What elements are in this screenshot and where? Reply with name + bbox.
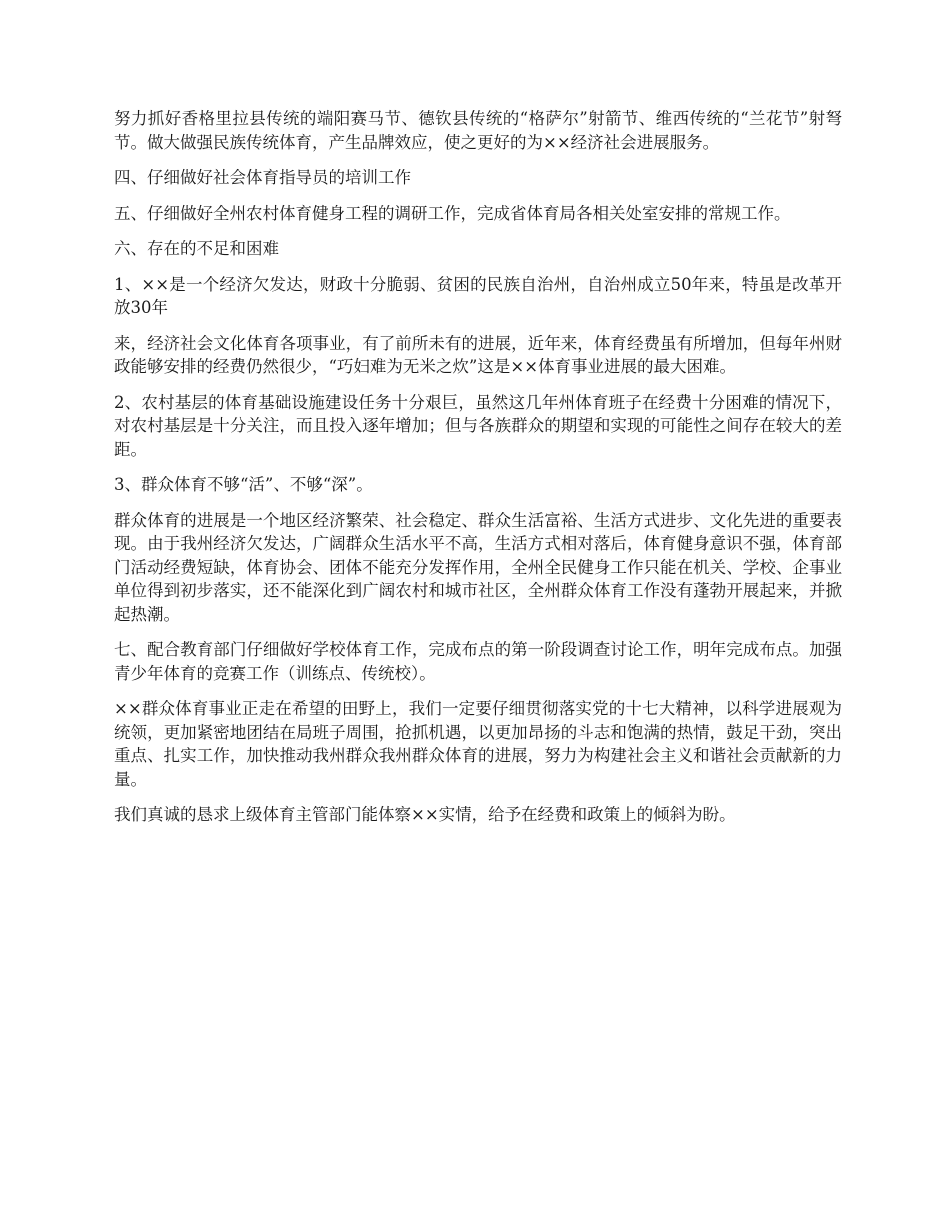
heading-section-7: 七、配合教育部门仔细做好学校体育工作，完成布点的第一阶段调查讨论工作，明年完成布点。加强青少年体育的竞赛工作（训练点、传统校）。 [114,640,842,683]
paragraph-difficulty-2: 2、农村基层的体育基础设施建设任务十分艰巨，虽然这几年州体育班子在经费十分困难的情况下，对农村基层是十分关注，而且投入逐年增加；但与各族群众的期望和实现的可能性之间存在较大的差距。 [114,392,842,459]
paragraph-difficulty-1-continued: 来，经济社会文化体育各项事业，有了前所未有的进展，近年来，体育经费虽有所增加，但每年州财政能够安排的经费仍然很少，“巧妇难为无米之炊”这是××体育事业进展的最大困难。 [114,333,842,376]
paragraph-difficulty-3: 3、群众体育不够“活”、不够“深”。 [114,475,373,494]
heading-section-5: 五、仔细做好全州农村体育健身工程的调研工作，完成省体育局各相关处室安排的常规工作。 [114,203,791,223]
paragraph-mass-sports: 群众体育的进展是一个地区经济繁荣、社会稳定、群众生活富裕、生活方式进步、文化先进的重要表现。由于我州经济欠发达，广阔群众生活水平不高，生活方式相对落后，体育健身意识不强，体育部门活动经费短缺，体育协会、团体不能充分发挥作用，全州全民健身工作只能在机关、学校、企事业单位得到初步落实，还不能深化到广阔农村和城市社区，全州群众体育工作没有蓬勃开展起来，并掀起热潮。 [114,510,842,624]
paragraph-difficulty-1: 1、××是一个经济欠发达，财政十分脆弱、贫困的民族自治州，自治州成立50年来，特虽是改革开放30年 [114,274,842,317]
paragraph-outlook: ××群众体育事业正走在希望的田野上，我们一定要仔细贯彻落实党的十七大精神，以科学进展观为统领，更加紧密地团结在局班子周围，抢抓机遇，以更加昂扬的斗志和饱满的热情，鼓足干劲，突出重点、扎实工作，加快推动我州群众我州群众体育的进展，努力为构建社会主义和谐社会贡献新的力量。 [114,699,842,789]
paragraph-traditional-festivals: 努力抓好香格里拉县传统的端阳赛马节、德钦县传统的“格萨尔”射箭节、维西传统的“兰花节”射弩节。做大做强民族传统体育，产生品牌效应，使之更好的为××经济社会进展服务。 [114,109,842,152]
document-body [114,107,842,839]
paragraph-request: 我们真诚的恳求上级体育主管部门能体察××实情，给予在经费和政策上的倾斜为盼。 [114,805,736,824]
heading-section-4: 四、仔细做好社会体育指导员的培训工作 [114,168,411,187]
heading-section-6: 六、存在的不足和困难 [114,239,279,258]
